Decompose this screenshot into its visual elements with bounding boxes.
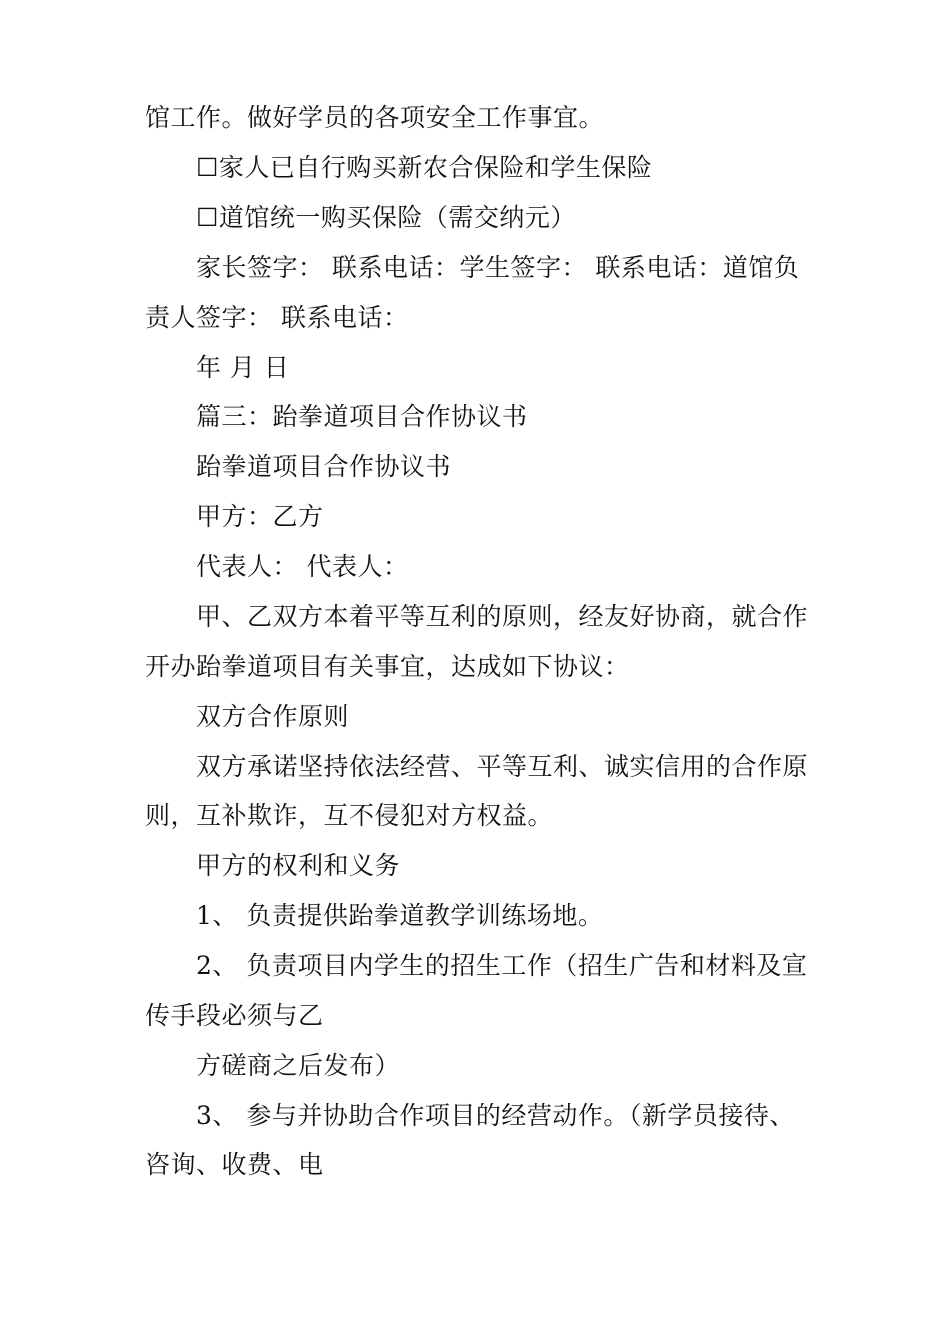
- paragraph-text: 开办跆拳道项目有关事宜，达成如下协议：: [145, 652, 630, 681]
- list-item: 1、 负责提供跆拳道教学训练场地。: [196, 901, 604, 930]
- representatives-line: 代表人： 代表人：: [196, 552, 409, 581]
- signature-line-continued: 责人签字： 联系电话：: [145, 303, 409, 332]
- paragraph-text: 则，互补欺诈，互不侵犯对方权益。: [145, 801, 554, 830]
- list-item: 2、 负责项目内学生的招生工作（招生广告和材料及宣: [196, 951, 808, 980]
- paragraph-text: 双方承诺坚持依法经营、平等互利、诚实信用的合作原: [196, 752, 809, 781]
- section-heading: 甲方的权利和义务: [196, 851, 401, 880]
- signature-line: 家长签字： 联系电话：学生签字： 联系电话：道馆负: [196, 253, 800, 282]
- list-item-continued: 传手段必须与乙: [145, 1001, 324, 1030]
- parties-line: 甲方：乙方: [196, 502, 324, 531]
- section-heading: 双方合作原则: [196, 702, 350, 731]
- list-item-continued: 方磋商之后发布）: [196, 1051, 401, 1080]
- checkbox-option-club-purchased: ☐道馆统一购买保险（需交纳元）: [196, 203, 576, 232]
- list-item-continued: 咨询、收费、电: [145, 1150, 324, 1179]
- document-title: 跆拳道项目合作协议书: [196, 452, 452, 481]
- date-line: 年 月 日: [196, 353, 290, 382]
- paragraph-text: 甲、乙双方本着平等互利的原则，经友好协商，就合作: [196, 602, 809, 631]
- text-line: 馆工作。做好学员的各项安全工作事宜。: [145, 103, 605, 132]
- checkbox-option-self-purchased: ☐家人已自行购买新农合保险和学生保险: [196, 153, 653, 182]
- section-heading: 篇三：跆拳道项目合作协议书: [196, 402, 528, 431]
- list-item: 3、 参与并协助合作项目的经营动作。（新学员接待、: [196, 1101, 795, 1130]
